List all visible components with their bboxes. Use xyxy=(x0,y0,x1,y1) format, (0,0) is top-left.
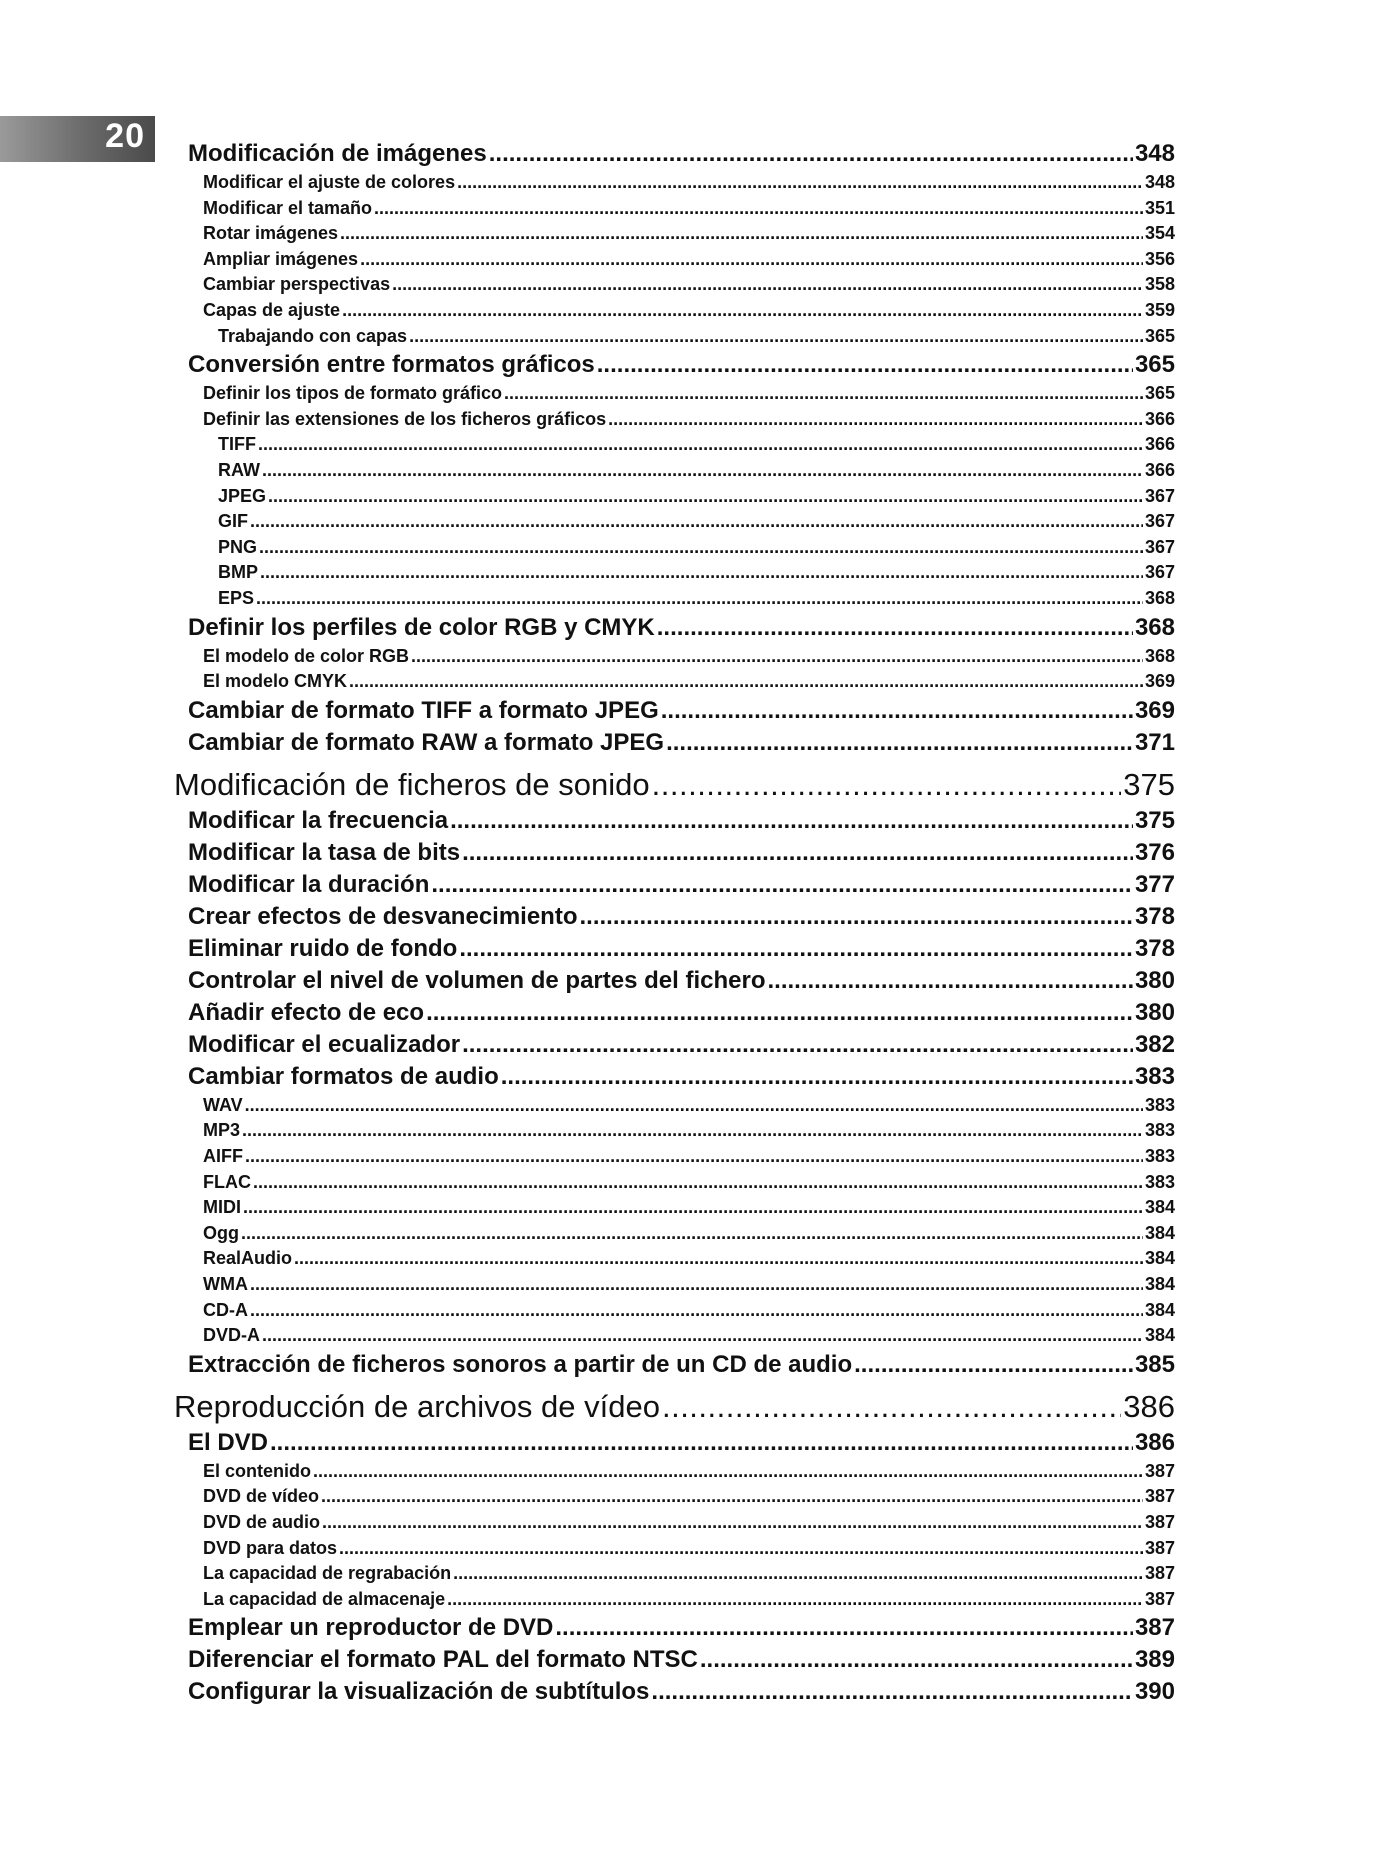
toc-entry[interactable] xyxy=(0,1325,1175,1346)
toc-entry-page: 356 xyxy=(1144,248,1175,269)
toc-entry-page: 384 xyxy=(1144,1299,1175,1320)
toc-entry[interactable] xyxy=(0,588,1175,609)
dot-leader xyxy=(450,807,1133,835)
dot-leader xyxy=(321,1486,1143,1507)
toc-entry[interactable] xyxy=(0,486,1175,507)
toc-entry-page: 348 xyxy=(1134,140,1175,167)
toc-entry[interactable] xyxy=(0,562,1175,583)
dot-leader xyxy=(245,1095,1143,1116)
toc-entry[interactable] xyxy=(0,903,1175,931)
toc-entry-page: 371 xyxy=(1134,728,1175,756)
toc-entry[interactable] xyxy=(0,1678,1175,1706)
dot-leader xyxy=(459,935,1133,963)
toc-entry[interactable] xyxy=(0,1589,1175,1610)
toc-entry[interactable] xyxy=(0,1146,1175,1167)
toc-entry-page: 387 xyxy=(1144,1486,1175,1507)
dot-leader xyxy=(555,1614,1133,1642)
toc-entry[interactable] xyxy=(0,1248,1175,1269)
toc-entry-title: DVD-A xyxy=(203,1325,260,1346)
dot-leader xyxy=(489,140,1133,168)
toc-entry-page: 387 xyxy=(1144,1588,1175,1609)
toc-entry-page: 384 xyxy=(1144,1222,1175,1243)
toc-entry-title: Ampliar imágenes xyxy=(203,248,359,269)
toc-entry[interactable] xyxy=(0,967,1175,995)
toc-entry-page: 387 xyxy=(1144,1512,1175,1532)
toc-entry[interactable] xyxy=(0,537,1175,558)
toc-entry-page: 382 xyxy=(1134,1030,1175,1058)
dot-leader xyxy=(652,767,1122,803)
toc-entry-page: 390 xyxy=(1134,1678,1175,1706)
toc-entry-page: 359 xyxy=(1144,300,1175,320)
toc-entry-page: 386 xyxy=(1134,1428,1175,1456)
toc-entry-title: Reproducción de archivos de vídeo xyxy=(174,1388,660,1424)
toc-entry[interactable] xyxy=(0,274,1175,295)
dot-leader xyxy=(258,434,1143,455)
toc-entry-page: 383 xyxy=(1144,1171,1175,1192)
toc-entry[interactable] xyxy=(0,839,1175,867)
toc-entry-page: 383 xyxy=(1144,1094,1175,1115)
toc-entry[interactable] xyxy=(0,1274,1175,1295)
toc-entry-title: Ogg xyxy=(203,1222,239,1243)
toc-entry-title: CD-A xyxy=(203,1299,248,1320)
toc-entry[interactable] xyxy=(0,767,1175,803)
toc-entry[interactable] xyxy=(0,614,1175,642)
dot-leader xyxy=(322,1512,1143,1533)
toc-entry[interactable] xyxy=(0,1563,1175,1584)
toc-entry[interactable] xyxy=(0,1120,1175,1141)
toc-entry-title: DVD de vídeo xyxy=(203,1486,320,1507)
toc-entry[interactable] xyxy=(0,140,1175,168)
toc-entry-page: 387 xyxy=(1144,1537,1175,1558)
toc-entry[interactable] xyxy=(0,1486,1175,1507)
toc-entry-page: 383 xyxy=(1134,1062,1175,1090)
toc-entry-title: MP3 xyxy=(203,1120,241,1141)
toc-entry-title: Extracción de ficheros sonoros a partir de un CD de audio xyxy=(188,1350,853,1378)
dot-leader xyxy=(608,409,1143,430)
toc-entry-page: 389 xyxy=(1134,1646,1175,1674)
dot-leader xyxy=(339,1538,1143,1559)
toc-entry-page: 368 xyxy=(1144,645,1175,666)
toc-entry-page: 380 xyxy=(1134,966,1175,994)
toc-entry[interactable] xyxy=(0,172,1175,193)
dot-leader xyxy=(374,198,1143,219)
toc-entry-title: Definir los perfiles de color RGB y CMYK xyxy=(188,613,655,641)
toc-entry-page: 365 xyxy=(1134,351,1175,379)
dot-leader xyxy=(462,1031,1133,1059)
dot-leader xyxy=(457,172,1143,193)
toc-entry-title: FLAC xyxy=(203,1171,251,1192)
dot-leader xyxy=(256,588,1143,609)
toc-entry[interactable] xyxy=(0,1429,1175,1457)
dot-leader xyxy=(501,1063,1133,1091)
toc-entry-page: 366 xyxy=(1144,408,1175,429)
dot-leader xyxy=(243,1197,1143,1218)
toc-entry-page: 365 xyxy=(1144,383,1175,404)
dot-leader xyxy=(270,1429,1133,1457)
dot-leader xyxy=(342,300,1143,321)
toc-entry-page: 367 xyxy=(1144,536,1175,557)
toc-entry-page: 383 xyxy=(1144,1146,1175,1166)
toc-entry-title: Modificar la tasa de bits xyxy=(188,838,461,866)
toc-entry-title: Modificar la duración xyxy=(188,870,430,898)
dot-leader xyxy=(580,903,1133,931)
toc-entry[interactable] xyxy=(0,697,1175,725)
toc-entry[interactable] xyxy=(0,326,1175,347)
toc-entry[interactable] xyxy=(0,1197,1175,1218)
toc-entry-title: DVD de audio xyxy=(203,1512,321,1532)
toc-entry-title: Cambiar perspectivas xyxy=(203,274,391,295)
toc-entry-title: Modificar el ajuste de colores xyxy=(203,172,456,192)
toc-entry-title: La capacidad de regrabación xyxy=(203,1563,452,1584)
toc-entry-title: TIFF xyxy=(218,434,256,455)
toc-entry-title: WAV xyxy=(203,1094,243,1115)
toc-entry-title: MIDI xyxy=(203,1197,241,1218)
toc-entry[interactable] xyxy=(0,1512,1175,1533)
toc-entry-page: 368 xyxy=(1134,613,1175,641)
dot-leader xyxy=(253,1172,1143,1193)
toc-entry-page: 384 xyxy=(1144,1248,1175,1269)
dot-leader xyxy=(426,999,1133,1027)
dot-leader xyxy=(340,223,1143,244)
dot-leader xyxy=(262,1325,1143,1346)
toc-entry[interactable] xyxy=(0,1300,1175,1321)
dot-leader xyxy=(767,967,1132,995)
toc-entry-title: Eliminar ruido de fondo xyxy=(188,934,458,962)
toc-entry[interactable] xyxy=(0,1614,1175,1642)
toc-entry-title: WMA xyxy=(203,1274,248,1294)
toc-entry-title: Conversión entre formatos gráficos xyxy=(188,351,595,379)
toc-entry-page: 358 xyxy=(1144,274,1175,295)
toc-entry-title: BMP xyxy=(218,562,258,583)
toc-entry[interactable] xyxy=(0,729,1175,757)
toc-entry-title: Rotar imágenes xyxy=(203,223,339,244)
dot-leader xyxy=(409,326,1143,347)
toc-entry[interactable] xyxy=(0,1063,1175,1091)
toc-entry-page: 387 xyxy=(1144,1460,1175,1481)
dot-leader xyxy=(447,1589,1143,1610)
toc-entry-title: EPS xyxy=(218,588,255,608)
toc-entry[interactable] xyxy=(0,871,1175,899)
toc-entry-title: Capas de ajuste xyxy=(203,300,341,320)
dot-leader xyxy=(241,1223,1143,1244)
dot-leader xyxy=(651,1678,1133,1706)
toc-entry-page: 367 xyxy=(1144,511,1175,532)
toc-entry-page: 387 xyxy=(1144,1563,1175,1584)
toc-entry-page: 369 xyxy=(1144,671,1175,692)
page-number: 20 xyxy=(105,117,145,155)
toc-entry-page: 366 xyxy=(1144,434,1175,455)
toc-entry[interactable] xyxy=(0,646,1175,667)
dot-leader xyxy=(597,351,1133,379)
toc-entry-title: Modificar el ecualizador xyxy=(188,1030,461,1058)
dot-leader xyxy=(242,1120,1143,1141)
toc-entry[interactable] xyxy=(0,1031,1175,1059)
dot-leader xyxy=(431,871,1133,899)
toc-entry[interactable] xyxy=(0,1351,1175,1379)
toc-entry-title: El modelo CMYK xyxy=(203,671,348,692)
toc-entry-page: 368 xyxy=(1144,588,1175,608)
toc-entry-page: 380 xyxy=(1134,998,1175,1026)
toc-entry-page: 383 xyxy=(1144,1120,1175,1141)
toc-entry-title: Modificar la frecuencia xyxy=(188,806,449,834)
dot-leader xyxy=(411,646,1143,667)
dot-leader xyxy=(250,511,1143,532)
dot-leader xyxy=(504,383,1143,404)
toc-entry-page: 378 xyxy=(1134,902,1175,930)
dot-leader xyxy=(250,1300,1143,1321)
toc-entry-page: 348 xyxy=(1144,172,1175,192)
toc-entry-page: 384 xyxy=(1144,1197,1175,1218)
toc-entry[interactable] xyxy=(0,409,1175,430)
toc-entry-page: 378 xyxy=(1134,934,1175,962)
dot-leader xyxy=(666,729,1133,757)
toc-entry[interactable] xyxy=(0,351,1175,379)
toc-entry-page: 384 xyxy=(1144,1325,1175,1346)
toc-entry-title: La capacidad de almacenaje xyxy=(203,1588,446,1609)
toc-entry-title: El modelo de color RGB xyxy=(203,645,410,666)
toc-entry-title: Diferenciar el formato PAL del formato NTSC xyxy=(188,1646,698,1674)
toc-entry[interactable] xyxy=(0,1461,1175,1482)
toc-entry-page: 386 xyxy=(1123,1388,1175,1424)
toc-entry-title: GIF xyxy=(218,511,248,532)
toc-entry[interactable] xyxy=(0,198,1175,219)
dot-leader xyxy=(245,1146,1143,1167)
toc-entry-title: Emplear un reproductor de DVD xyxy=(188,1614,554,1642)
toc-entry-page: 354 xyxy=(1144,223,1175,244)
toc-entry[interactable] xyxy=(0,300,1175,321)
toc-entry-page: 375 xyxy=(1123,766,1175,802)
toc-entry-title: Definir los tipos de formato gráfico xyxy=(203,383,503,404)
toc-entry[interactable] xyxy=(0,249,1175,270)
dot-leader xyxy=(260,562,1143,583)
dot-leader xyxy=(360,249,1143,270)
dot-leader xyxy=(313,1461,1143,1482)
toc-entry[interactable] xyxy=(0,935,1175,963)
dot-leader xyxy=(662,1389,1121,1425)
dot-leader xyxy=(250,1274,1143,1295)
toc-entry-title: JPEG xyxy=(218,485,267,506)
toc-entry[interactable] xyxy=(0,671,1175,692)
toc-entry-title: Cambiar de formato TIFF a formato JPEG xyxy=(188,696,659,724)
toc-entry-page: 369 xyxy=(1134,696,1175,724)
dot-leader xyxy=(392,274,1143,295)
dot-leader xyxy=(854,1351,1133,1379)
toc-entry-page: 377 xyxy=(1134,870,1175,898)
dot-leader xyxy=(700,1646,1133,1674)
toc-entry[interactable] xyxy=(0,1646,1175,1674)
toc-entry[interactable] xyxy=(0,511,1175,532)
toc-entry-title: El DVD xyxy=(188,1428,269,1456)
toc-entry-title: Crear efectos de desvanecimiento xyxy=(188,902,578,930)
toc-entry-title: El contenido xyxy=(203,1460,311,1481)
toc-entry[interactable] xyxy=(0,1095,1175,1116)
toc-entry[interactable] xyxy=(0,807,1175,835)
toc-entry[interactable] xyxy=(0,1389,1175,1425)
toc-entry-page: 385 xyxy=(1134,1350,1175,1378)
toc-entry-title: Cambiar de formato RAW a formato JPEG xyxy=(188,728,665,756)
toc-entry-page: 387 xyxy=(1134,1614,1175,1642)
toc-entry[interactable] xyxy=(0,434,1175,455)
toc-entry[interactable] xyxy=(0,1172,1175,1193)
toc-entry-page: 367 xyxy=(1144,562,1175,583)
toc-entry-title: PNG xyxy=(218,536,258,557)
dot-leader xyxy=(349,671,1143,692)
toc-entry-page: 375 xyxy=(1134,806,1175,834)
toc-entry-page: 367 xyxy=(1144,485,1175,506)
dot-leader xyxy=(268,486,1143,507)
toc-entry[interactable] xyxy=(0,383,1175,404)
dot-leader xyxy=(262,460,1143,481)
toc-entry-page: 366 xyxy=(1144,460,1175,480)
toc-entry[interactable] xyxy=(0,460,1175,481)
toc-entry-title: Configurar la visualización de subtítulos xyxy=(188,1678,650,1706)
toc-entry-page: 376 xyxy=(1134,838,1175,866)
toc-entry-page: 365 xyxy=(1144,325,1175,346)
toc-entry-title: AIFF xyxy=(203,1146,243,1166)
toc-entry-title: Modificar el tamaño xyxy=(203,197,373,218)
toc-entry-title: Modificación de imágenes xyxy=(188,140,487,167)
toc-entry-title: RAW xyxy=(218,460,260,480)
toc-entry-title: Trabajando con capas xyxy=(218,325,408,346)
dot-leader xyxy=(657,614,1133,642)
toc-entry[interactable] xyxy=(0,223,1175,244)
toc-entry[interactable] xyxy=(0,1223,1175,1244)
dot-leader xyxy=(259,537,1143,558)
toc-entry-title: Cambiar formatos de audio xyxy=(188,1062,499,1090)
toc-entry-title: RealAudio xyxy=(203,1248,293,1269)
dot-leader xyxy=(294,1248,1143,1269)
toc-entry-title: DVD para datos xyxy=(203,1537,338,1558)
toc-entry-title: Modificación de ficheros de sonido xyxy=(174,766,650,802)
toc-entry-title: Añadir efecto de eco xyxy=(188,998,425,1026)
dot-leader xyxy=(661,697,1133,725)
toc-entry-title: Controlar el nivel de volumen de partes del fichero xyxy=(188,966,766,994)
toc-entry-page: 384 xyxy=(1144,1274,1175,1294)
toc-entry[interactable] xyxy=(0,999,1175,1027)
dot-leader xyxy=(453,1563,1143,1584)
toc-entry[interactable] xyxy=(0,1538,1175,1559)
dot-leader xyxy=(462,839,1133,867)
toc-entry-title: Definir las extensiones de los ficheros gráficos xyxy=(203,408,607,429)
toc-entry-page: 351 xyxy=(1144,197,1175,218)
